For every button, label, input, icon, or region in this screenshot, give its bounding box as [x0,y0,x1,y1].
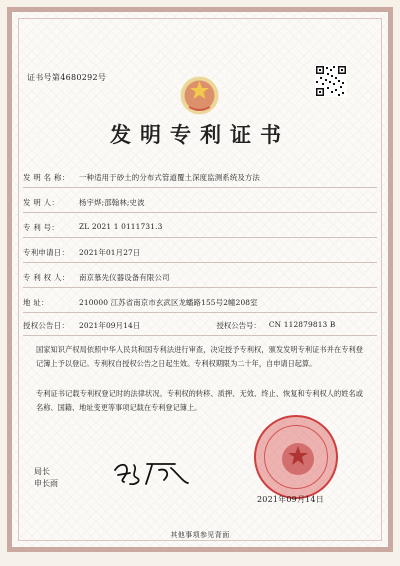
field-value: 一种适用于砂土的分布式管道覆土深度监测系统及方法 [79,173,260,182]
field-label: 发 明 名 称： [23,173,70,182]
field-invention-name [23,172,260,183]
field-label: 专利申请日： [23,248,70,257]
grant-date-value: 2021年09月14日 [79,321,141,330]
certificate-statement: 国家知识产权局依照中华人民共和国专利法进行审查，决定授予专利权，颁发发明专利证书并在专利登记簿上予以登记。专利权自授权公告之日起生效。专利权期限为二十年，自申请日起算。 [36,345,363,368]
field-inventor [23,197,145,208]
signatory-name: 申长雨 [34,479,58,488]
seal-date: 2021年09月14日 [257,495,324,504]
divider [23,212,377,213]
divider [23,287,377,288]
certificate-notice: 专利证书记载专利权登记时的法律状况。专利权的转移、质押、无效、终止、恢复和专利权人的姓名或名称、国籍、地址变更等事项记载在专利登记簿上。 [36,389,363,412]
qr-code-icon [315,65,347,97]
grant-row [23,320,335,331]
national-emblem-icon [177,73,222,118]
field-patent-number [23,222,162,233]
divider [23,312,377,313]
field-label: 专 利 权 人： [23,273,70,282]
grant-date-label: 授权公告日： [23,321,70,330]
seal-emblem-icon [280,441,316,477]
grant-number-label: 授权公告号： [216,321,261,330]
divider [23,237,377,238]
signature-image [112,460,198,488]
field-label: 专 利 号： [23,223,60,232]
divider [23,335,377,336]
official-seal [254,415,338,499]
field-value: 杨宇烨;邵翰林;史波 [79,198,145,207]
field-label: 地 址： [23,298,49,307]
certificate-number: 证书号第4680292号 [27,73,107,82]
field-value: 南京慕先仪器设备有限公司 [79,273,170,282]
field-application-date [23,247,140,258]
divider [23,262,377,263]
page-title: 发明专利证书 [110,122,290,147]
field-value: ZL 2021 1 0111731.3 [79,222,163,231]
field-value: 210000 江苏省南京市玄武区龙蟠路155号2幢208室 [79,298,258,307]
grant-number-value: CN 112879813 B [268,320,336,329]
divider [23,187,377,188]
field-label: 发 明 人： [23,198,60,207]
field-address [23,297,258,308]
field-patentee [23,272,170,283]
field-value: 2021年01月27日 [79,248,141,257]
footer-note: 其他事项参见背面 [170,531,230,539]
signatory-title: 局长 [34,467,50,476]
